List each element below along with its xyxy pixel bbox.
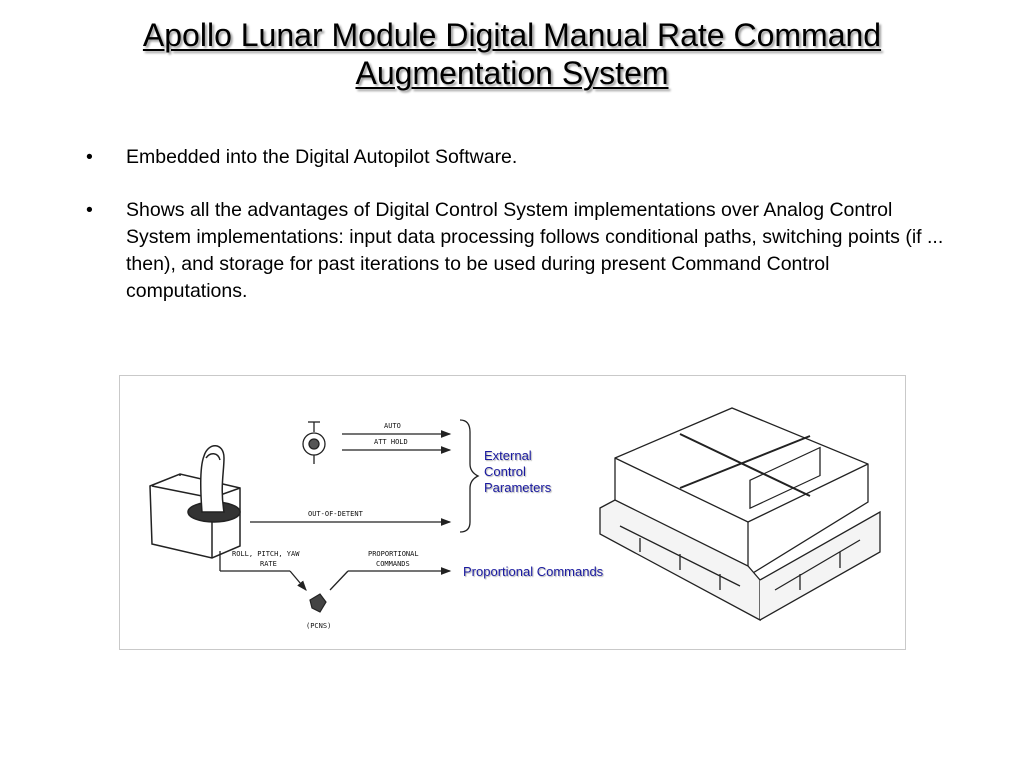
label-out-of-detent: OUT-OF-DETENT [308, 510, 363, 518]
lm-control-diagram [119, 375, 906, 650]
slide-title [0, 16, 1024, 92]
hand-controller-icon [150, 446, 240, 558]
label-commands: COMMANDS [376, 560, 410, 568]
computer-unit-icon [600, 408, 880, 620]
title-line-2: Augmentation System [355, 55, 669, 91]
mode-switch-icon [303, 422, 325, 464]
callout-proportional-commands: Proportional Commands [463, 564, 604, 579]
label-proportional: PROPORTIONAL [368, 550, 419, 558]
label-rate: RATE [260, 560, 277, 568]
label-auto: AUTO [384, 422, 401, 430]
bullet-marker: • [86, 146, 93, 168]
label-roll-pitch-yaw: ROLL, PITCH, YAW [232, 550, 300, 558]
label-att-hold: ATT HOLD [374, 438, 408, 446]
bullet-item-2 [84, 197, 944, 305]
bullet-item-1 [84, 144, 944, 171]
title-line-1: Apollo Lunar Module Digital Manual Rate Command [142, 17, 882, 53]
label-pcns: (PCNS) [306, 622, 332, 630]
bullet-text-2: Shows all the advantages of Digital Control System implementations over Analog Control System implementations: input data processing follows conditional paths, switching points (if ... then), and storage for past iterations to be used during present Command Control computations. [126, 199, 944, 302]
signal-conditioner-icon [310, 594, 326, 612]
bullet-marker: • [86, 199, 93, 221]
bullet-list [84, 144, 944, 331]
bullet-text-1: Embedded into the Digital Autopilot Software. [126, 146, 518, 168]
callout-external-control-params: External Control Parameters [484, 448, 552, 495]
diagram-svg [120, 376, 905, 649]
